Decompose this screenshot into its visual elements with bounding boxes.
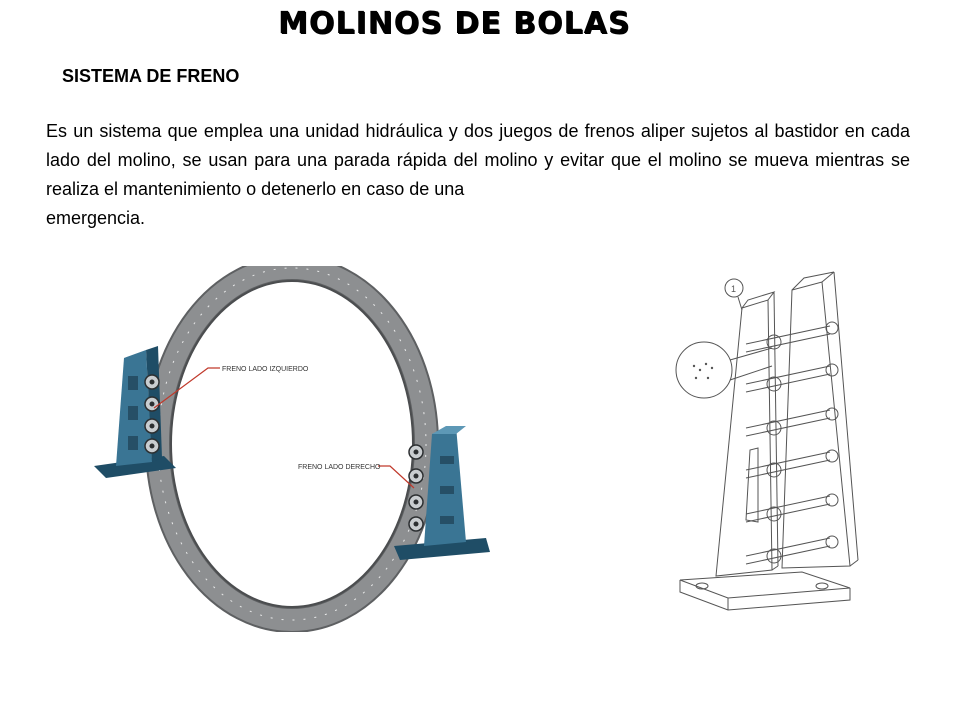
slide-title: MOLINOS DE BOLAS [278, 6, 631, 41]
body-paragraph [46, 117, 910, 233]
label-right-brake: FRENO LADO DERECHO [298, 464, 381, 471]
slide-subtitle: SISTEMA DE FRENO [62, 66, 240, 86]
brake-system-render [94, 266, 494, 632]
brake-line-drawing [672, 270, 872, 618]
callout-number: 1 [731, 284, 737, 294]
paragraph-end: emergencia. [46, 208, 146, 228]
detail-circle [676, 342, 732, 398]
label-left-brake: FRENO LADO IZQUIERDO [222, 366, 309, 373]
paragraph-main: Es un sistema que emplea una unidad hidráulica y dos juegos de frenos aliper sujetos al bastidor en cada lado del molino, se usan para una parada rápida del molino y evitar que el molino se mueva mientras se realiza el mantenimiento o detenerlo en caso de una [46, 121, 910, 199]
